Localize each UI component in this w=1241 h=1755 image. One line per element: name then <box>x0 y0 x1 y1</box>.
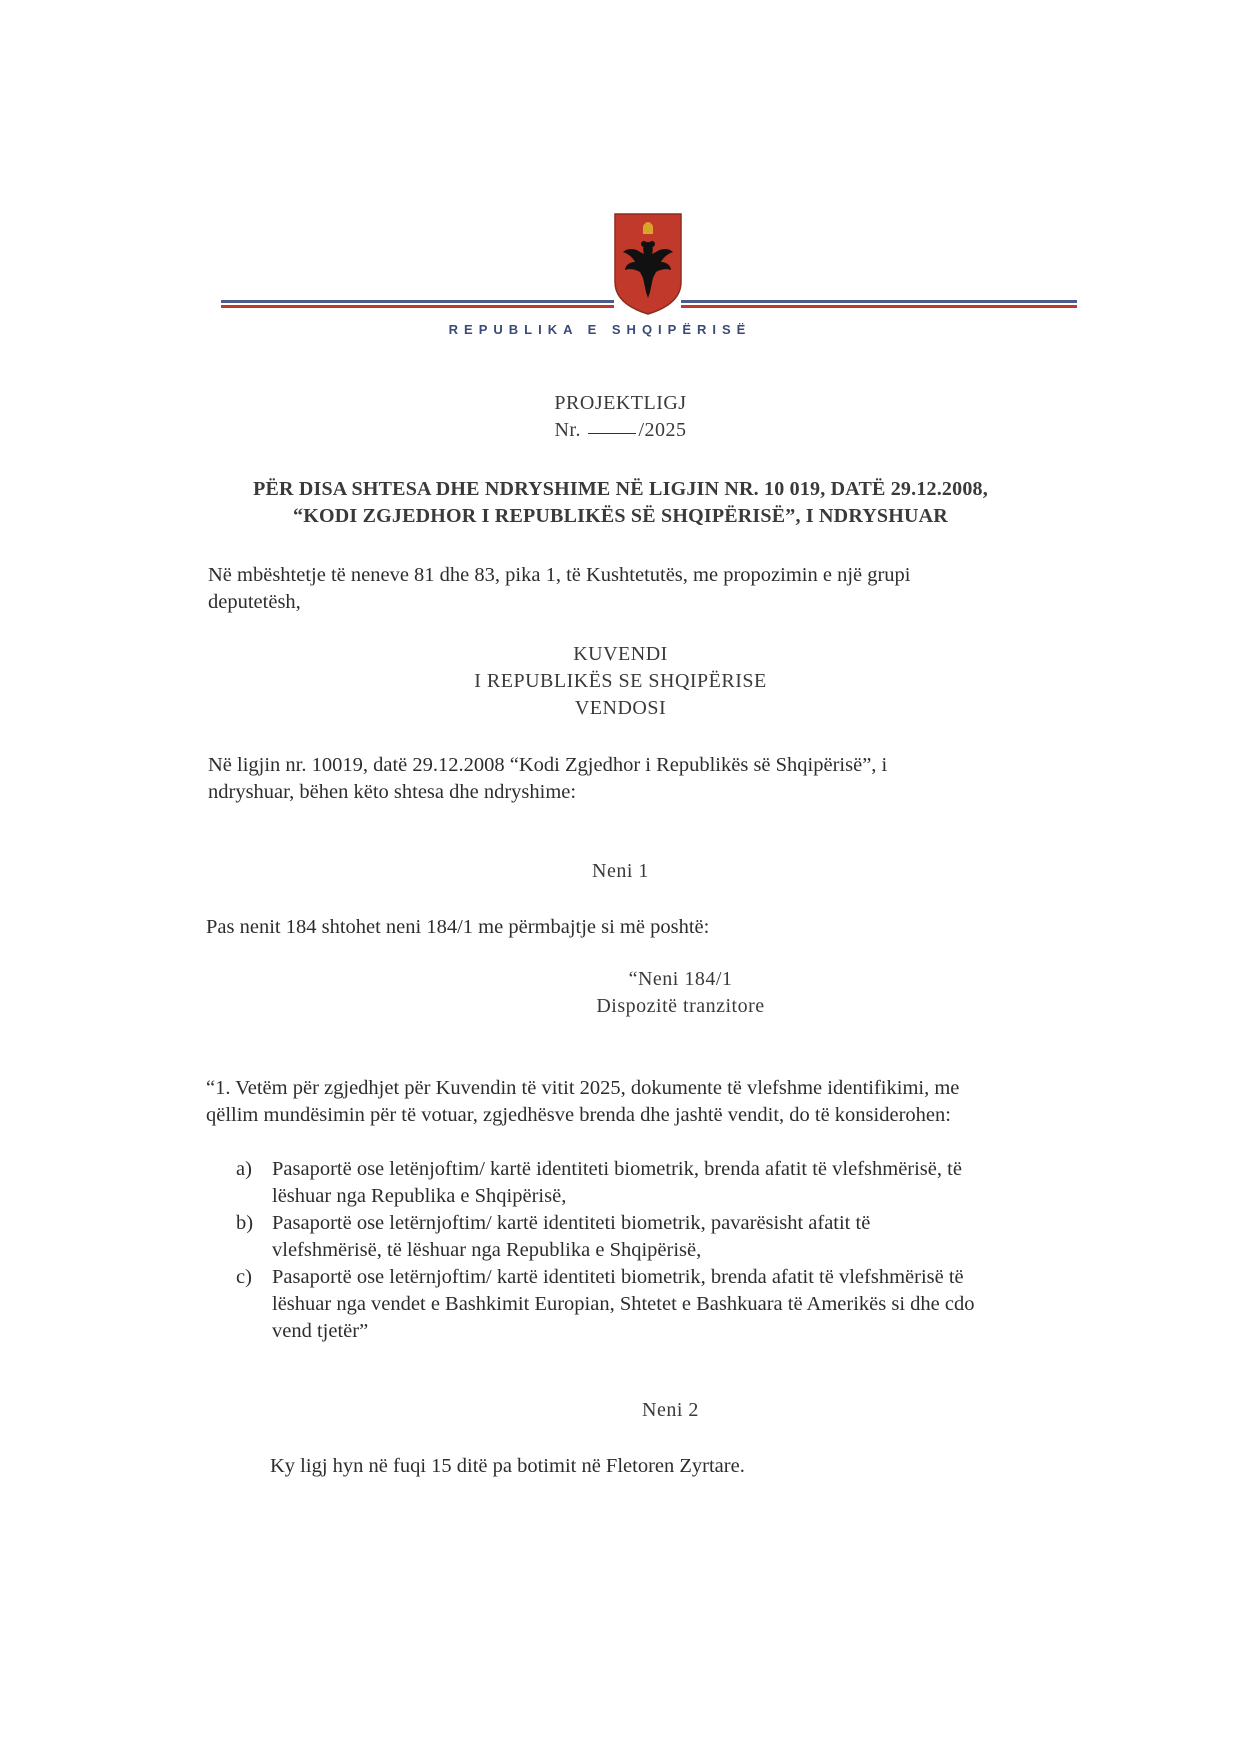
list-item-text: Pasaportë ose letënjoftim/ kartë identiteti biometrik, brenda afatit të vlefshmërisë, të <box>272 1158 962 1180</box>
point-1-line-1: “1. Vetëm për zgjedhjet për Kuvendin të vitit 2025, dokumente të vlefshme identifikimi, me <box>206 1077 960 1099</box>
document-kind: PROJEKTLIGJ <box>554 392 687 414</box>
document-number <box>0 419 1241 442</box>
list-item-text: lëshuar nga Republika e Shqipërisë, <box>272 1185 567 1207</box>
header-rule-left <box>221 300 614 308</box>
list-item-text: Pasaportë ose letërnjoftim/ kartë identiteti biometrik, brenda afatit të vlefshmërisë të <box>272 1266 964 1288</box>
number-suffix: /2025 <box>638 419 687 441</box>
list-item <box>236 1156 1076 1210</box>
list-item-text: vlefshmërisë, të lëshuar nga Republika e Shqipërisë, <box>272 1239 702 1261</box>
law-title-line-1: PËR DISA SHTESA DHE NDRYSHIME NË LIGJIN NR. 10 019, DATË 29.12.2008, <box>253 478 988 500</box>
article-1-text: Pas nenit 184 shtohet neni 184/1 me përmbajtje si më poshtë: <box>206 916 710 938</box>
list-item-marker: a) <box>236 1158 252 1180</box>
article-184-1-heading: “Neni 184/1 <box>628 968 733 990</box>
number-blank <box>588 433 636 434</box>
list-item-text: Pasaportë ose letërnjoftim/ kartë identiteti biometrik, pavarësisht afatit të <box>272 1212 871 1234</box>
list-item-marker: b) <box>236 1212 254 1234</box>
intro-line-1: Në ligjin nr. 10019, datë 29.12.2008 “Kodi Zgjedhor i Republikës së Shqipërisë”, i <box>208 754 888 776</box>
kuvendi-line-3: VENDOSI <box>574 697 667 719</box>
list-item-text: vend tjetër” <box>272 1320 369 1342</box>
list-item <box>236 1210 1076 1264</box>
document-list <box>236 1156 1076 1345</box>
law-title-line-2: “KODI ZGJEDHOR I REPUBLIKËS SË SHQIPËRISË”, I NDRYSHUAR <box>293 505 948 527</box>
kuvendi-line-2: I REPUBLIKËS SE SHQIPËRISE <box>474 670 767 692</box>
header-rule-right <box>681 300 1077 308</box>
list-item <box>236 1264 1076 1345</box>
preamble-line-2: deputetësh, <box>208 591 301 613</box>
kuvendi-line-1: KUVENDI <box>573 643 668 665</box>
list-item-text: lëshuar nga vendet e Bashkimit Europian, Shtetet e Bashkuara të Amerikës si dhe cdo <box>272 1293 975 1315</box>
article-2-heading: Neni 2 <box>642 1399 699 1421</box>
article-184-1-subheading: Dispozitë tranzitore <box>596 995 765 1017</box>
republic-name: REPUBLIKA E SHQIPËRISË <box>448 322 752 337</box>
number-prefix: Nr. <box>554 419 581 441</box>
list-item-marker: c) <box>236 1266 252 1288</box>
point-1-line-2: qëllim mundësimin për të votuar, zgjedhësve brenda dhe jashtë vendit, do të konsiderohen: <box>206 1104 951 1126</box>
intro-line-2: ndryshuar, bëhen këto shtesa dhe ndryshime: <box>208 781 577 803</box>
article-1-heading: Neni 1 <box>592 860 649 882</box>
article-2-text: Ky ligj hyn në fuqi 15 ditë pa botimit në Fletoren Zyrtare. <box>270 1455 745 1477</box>
preamble-line-1: Në mbështetje të neneve 81 dhe 83, pika 1, të Kushtetutës, me propozimin e një grupi <box>208 564 911 586</box>
albanian-coat-of-arms-icon <box>613 212 683 316</box>
